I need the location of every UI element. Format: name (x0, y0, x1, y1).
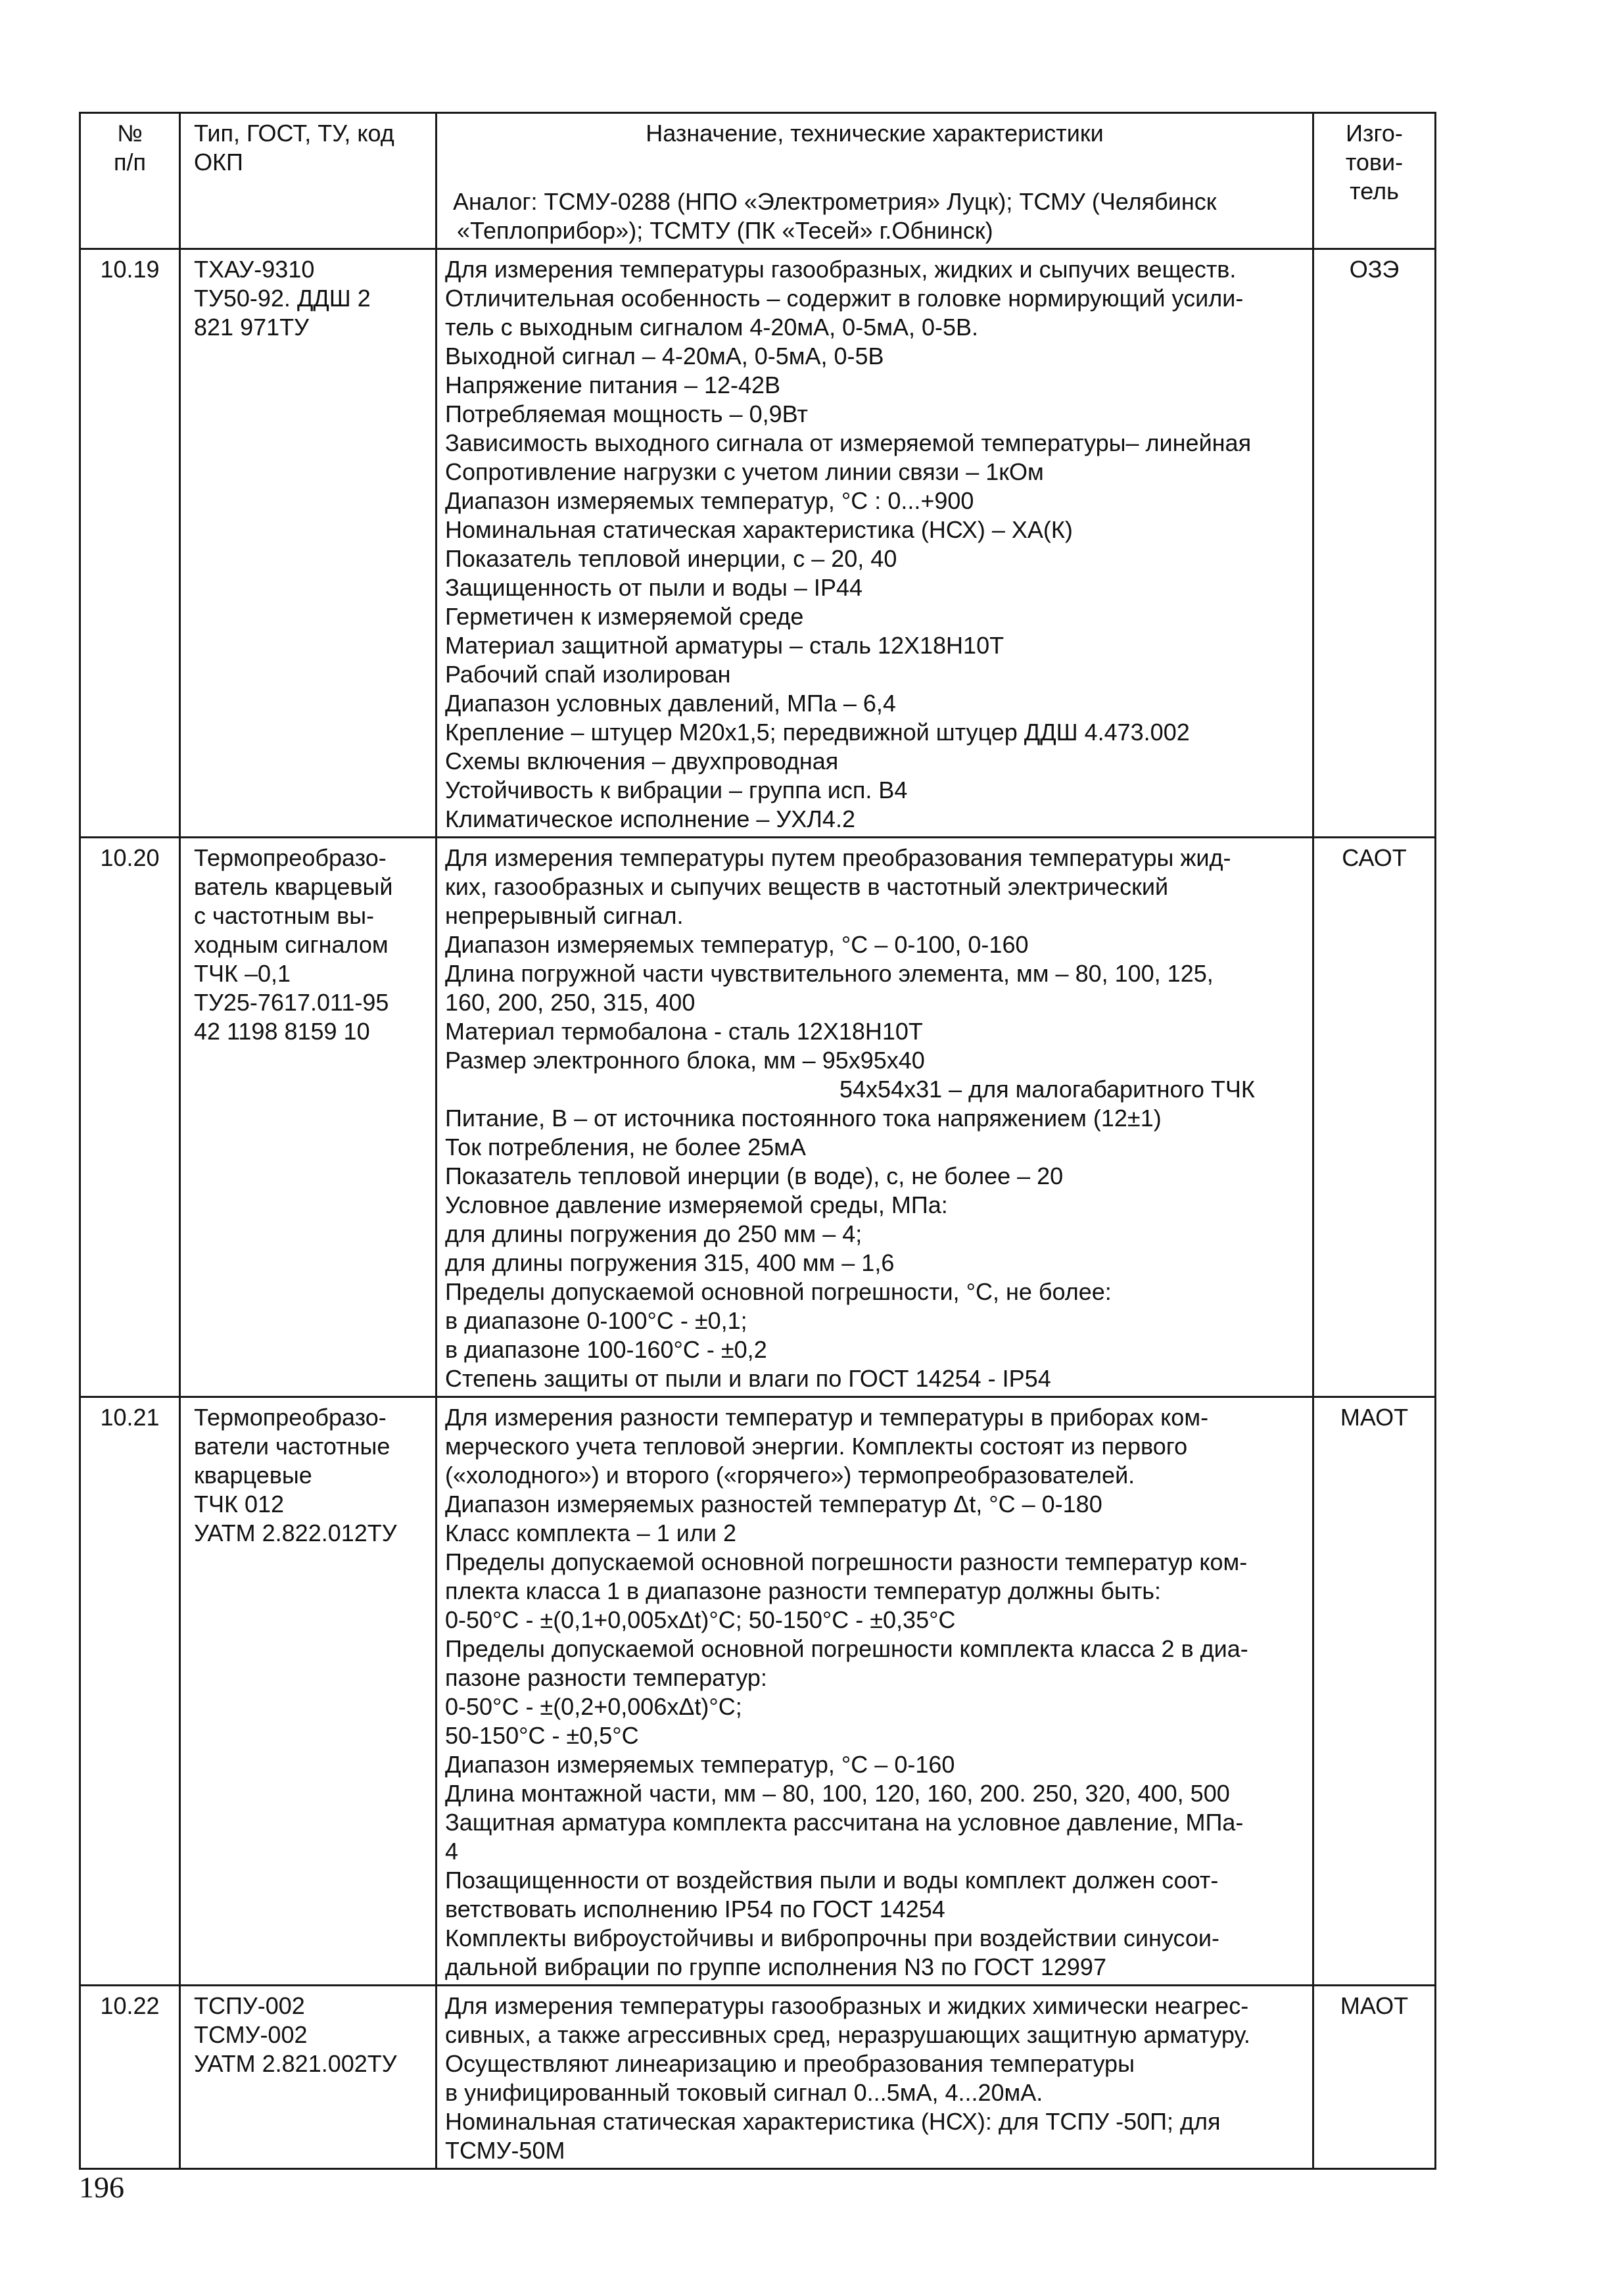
row-type-line: ТЧК –0,1 (194, 960, 291, 987)
row-description-line: для длины погружения до 250 мм – 4; (445, 1220, 862, 1247)
table-row (80, 249, 1436, 838)
row-type (180, 1986, 437, 2169)
row-description-line: Герметичен к измеряемой среде (445, 603, 804, 630)
row-description-line: Для измерения температуры газообразных и жидких химически неагрес- (445, 1992, 1249, 2019)
row-type-line: ТСМУ-002 (194, 2021, 308, 2048)
row-description-line: Номинальная статическая характеристика (НСХ): для ТСПУ -50П; для (445, 2108, 1221, 2135)
header-number-line: № (117, 120, 143, 147)
row-description-line: плекта класса 1 в диапазоне разности температур должны быть: (445, 1577, 1162, 1604)
row-description-line: Диапазон измеряемых температур, °С – 0-100, 0-160 (445, 931, 1029, 958)
row-description (437, 838, 1313, 1397)
spec-table (79, 112, 1436, 2170)
header-type (180, 113, 437, 249)
row-manufacturer: САОТ (1313, 838, 1436, 1397)
row-description-line: Длина погружной части чувствительного элемента, мм – 80, 100, 125, (445, 960, 1214, 987)
row-description-line: Для измерения разности температур и температуры в приборах ком- (445, 1404, 1209, 1431)
row-description-line: Номинальная статическая характеристика (НСХ) – ХА(К) (445, 516, 1073, 543)
row-description-line: Защитная арматура комплекта рассчитана на условное давление, МПа- (445, 1809, 1244, 1836)
row-type (180, 838, 437, 1397)
header-manufacturer-line: тови- (1345, 149, 1404, 176)
row-description-line: сивных, а также агрессивных сред, неразрушающих защитную арматуру. (445, 2021, 1250, 2048)
row-type-line: Термопреобразо- (194, 844, 387, 871)
row-description-line: 54х54х31 – для малогабаритного ТЧК (839, 1076, 1255, 1103)
row-description-line: Выходной сигнал – 4-20мА, 0-5мА, 0-5В (445, 343, 884, 370)
row-type-line: ходным сигналом (194, 931, 389, 958)
page-number: 196 (79, 2170, 124, 2204)
row-number: 10.21 (80, 1397, 180, 1986)
row-description-line: Показатель тепловой инерции, с – 20, 40 (445, 545, 897, 572)
table-row (80, 838, 1436, 1397)
row-description-line: Для измерения температуры путем преобразования температуры жид- (445, 844, 1231, 871)
row-number: 10.22 (80, 1986, 180, 2169)
header-description-label: Назначение, технические характеристики (646, 120, 1104, 147)
row-description-line: мерческого учета тепловой энергии. Комплекты состоят из первого (445, 1433, 1188, 1460)
analog-note (445, 187, 1304, 245)
analog-note-line: «Теплоприбор»); ТСМТУ (ПК «Тесей» г.Обнинск) (457, 217, 993, 244)
row-type-line: ТСПУ-002 (194, 1992, 305, 2019)
row-description-line: пазоне разности температур: (445, 1664, 767, 1691)
row-description-line: Напряжение питания – 12-42В (445, 371, 781, 398)
row-type-line: кварцевые (194, 1462, 312, 1489)
row-description-line: Пределы допускаемой основной погрешности разности температур ком- (445, 1548, 1248, 1575)
row-description-line: Пределы допускаемой основной погрешности комплекта класса 2 в диа- (445, 1635, 1248, 1662)
row-description-line: Рабочий спай изолирован (445, 661, 731, 688)
row-description-line: 0-50°С - ±(0,1+0,005хΔt)°С; 50-150°С - ±0,35°С (445, 1606, 956, 1633)
header-number (80, 113, 180, 249)
row-description-line: Класс комплекта – 1 или 2 (445, 1519, 737, 1546)
row-description-line: Осуществляют линеаризацию и преобразования температуры (445, 2050, 1135, 2077)
row-description-line: непрерывный сигнал. (445, 902, 684, 929)
row-description (437, 1397, 1313, 1986)
row-description-line: Ток потребления, не более 25мА (445, 1134, 806, 1160)
row-description-line: Диапазон измеряемых разностей температур Δt, °С – 0-180 (445, 1491, 1102, 1518)
header-number-line: п/п (114, 149, 146, 176)
row-manufacturer: МАОТ (1313, 1397, 1436, 1986)
row-description-line: для длины погружения 315, 400 мм – 1,6 (445, 1249, 895, 1276)
header-type-line: Тип, ГОСТ, ТУ, код (194, 120, 394, 147)
row-type (180, 1397, 437, 1986)
row-description-line: Диапазон измеряемых температур, °С – 0-160 (445, 1751, 955, 1778)
header-row (80, 113, 1436, 249)
row-type-line: Термопреобразо- (194, 1404, 387, 1431)
row-description-line: Устойчивость к вибрации – группа исп. В4 (445, 777, 908, 803)
row-type-line: ватели частотные (194, 1433, 390, 1460)
row-description-line: Отличительная особенность – содержит в головке нормирующий усили- (445, 285, 1244, 312)
header-description (437, 113, 1313, 249)
row-type-line: 821 971ТУ (194, 314, 309, 341)
row-description-line: Условное давление измеряемой среды, МПа: (445, 1191, 948, 1218)
row-description-line: Зависимость выходного сигнала от измеряемой температуры– линейная (445, 429, 1252, 456)
row-description-line: 4 (445, 1838, 459, 1865)
row-type-line: ТЧК 012 (194, 1491, 285, 1518)
row-description-line: Схемы включения – двухпроводная (445, 748, 839, 775)
row-description-line: Защищенность от пыли и воды – IP44 (445, 574, 862, 601)
row-description-line: Для измерения температуры газообразных, жидких и сыпучих веществ. (445, 256, 1237, 283)
row-description (437, 1986, 1313, 2169)
row-type-line: с частотным вы- (194, 902, 375, 929)
row-type-line: ТХАУ-9310 (194, 256, 315, 283)
row-type-line: УАТМ 2.822.012ТУ (194, 1519, 397, 1546)
row-manufacturer: ОЗЭ (1313, 249, 1436, 838)
row-description-line: Диапазон измеряемых температур, °С : 0...+900 (445, 487, 974, 514)
row-description-line: Степень защиты от пыли и влаги по ГОСТ 14254 - IP54 (445, 1365, 1051, 1392)
row-description-line: в унифицированный токовый сигнал 0...5мА, 4...20мА. (445, 2079, 1043, 2106)
row-type (180, 249, 437, 838)
row-description-line: Крепление – штуцер М20х1,5; передвижной штуцер ДДШ 4.473.002 (445, 719, 1190, 746)
row-type-line: ТУ25-7617.011-95 (194, 989, 389, 1016)
row-description-line: Питание, В – от источника постоянного тока напряжением (12±1) (445, 1105, 1162, 1132)
table-row (80, 1397, 1436, 1986)
table-body (80, 249, 1436, 2169)
row-number: 10.19 (80, 249, 180, 838)
row-description-line: дальной вибрации по группе исполнения N3 по ГОСТ 12997 (445, 1953, 1106, 1980)
row-description-line: ких, газообразных и сыпучих веществ в частотный электрический (445, 873, 1169, 900)
table-row (80, 1986, 1436, 2169)
row-description-line: Материал термобалона - сталь 12Х18Н10Т (445, 1018, 923, 1045)
row-description-line: Климатическое исполнение – УХЛ4.2 (445, 805, 855, 832)
row-description-line: («холодного») и второго («горячего») термопреобразователей. (445, 1462, 1135, 1489)
row-description-line: 50-150°С - ±0,5°С (445, 1722, 639, 1749)
row-description-line: 0-50°С - ±(0,2+0,006хΔt)°С; (445, 1693, 742, 1720)
row-type-line: ватель кварцевый (194, 873, 393, 900)
row-description-line: Позащищенности от воздействия пыли и воды комплект должен соот- (445, 1867, 1219, 1894)
row-description-line: ветствовать исполнению IP54 по ГОСТ 14254 (445, 1896, 945, 1923)
row-type-line: 42 1198 8159 10 (194, 1018, 370, 1045)
header-manufacturer-line: тель (1350, 178, 1399, 204)
row-description-line: Размер электронного блока, мм – 95х95х40 (445, 1047, 925, 1074)
row-type-line: ТУ50-92. ДДШ 2 (194, 285, 371, 312)
row-description-line: Показатель тепловой инерции (в воде), с, не более – 20 (445, 1162, 1064, 1189)
row-description (437, 249, 1313, 838)
row-description-line: 160, 200, 250, 315, 400 (445, 989, 696, 1016)
row-description-line: в диапазоне 100-160°С - ±0,2 (445, 1336, 767, 1363)
row-description-line: в диапазоне 0-100°С - ±0,1; (445, 1307, 747, 1334)
row-description-line: Комплекты виброустойчивы и вибропрочны при воздействии синусои- (445, 1925, 1219, 1951)
header-manufacturer-line: Изго- (1346, 120, 1403, 147)
header-manufacturer (1313, 113, 1436, 249)
row-description-line: Сопротивление нагрузки с учетом линии связи – 1кОм (445, 458, 1044, 485)
header-type-line: ОКП (194, 149, 243, 176)
row-description-line: Длина монтажной части, мм – 80, 100, 120, 160, 200. 250, 320, 400, 500 (445, 1780, 1230, 1807)
row-description-line: Пределы допускаемой основной погрешности, °С, не более: (445, 1278, 1112, 1305)
analog-note-line: Аналог: ТСМУ-0288 (НПО «Электрометрия» Луцк); ТСМУ (Челябинск (453, 188, 1217, 215)
row-description-line: Диапазон условных давлений, МПа – 6,4 (445, 690, 896, 717)
row-description-line: Потребляемая мощность – 0,9Вт (445, 400, 808, 427)
row-number: 10.20 (80, 838, 180, 1397)
row-description-line: ТСМУ-50М (445, 2137, 565, 2164)
row-type-line: УАТМ 2.821.002ТУ (194, 2050, 397, 2077)
row-description-line: тель с выходным сигналом 4-20мА, 0-5мА, 0-5В. (445, 314, 979, 341)
row-description-line: Материал защитной арматуры – сталь 12Х18Н10Т (445, 632, 1004, 659)
row-manufacturer: МАОТ (1313, 1986, 1436, 2169)
